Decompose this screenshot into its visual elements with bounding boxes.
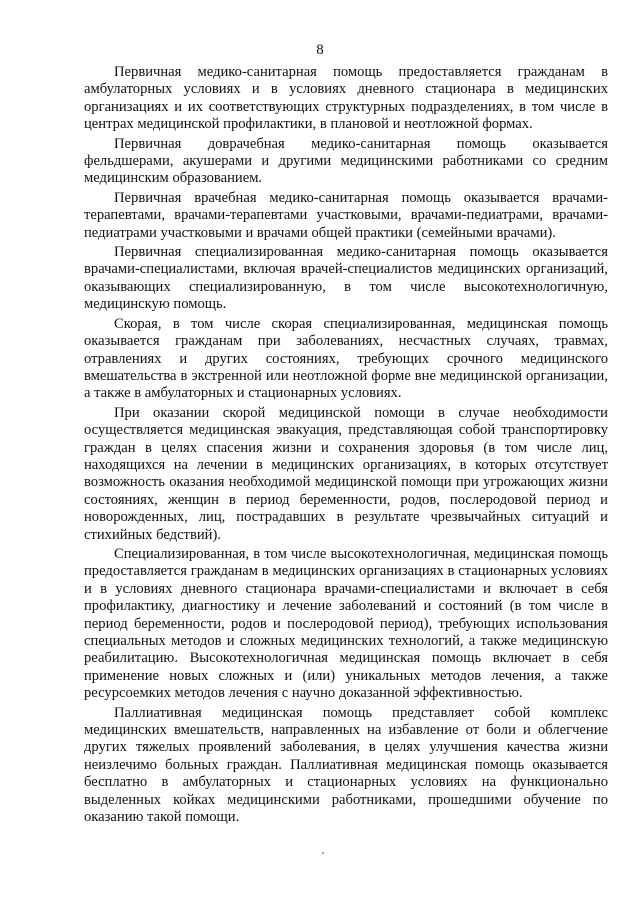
paragraph-physician-care: Первичная врачебная медико-санитарная помощь оказывается врачами-терапевтами, врачами-терапевтами участковыми, врачами-педиатрами, врачами-педиатрами участковыми и врачами общей практики (семейными врачами). [84, 189, 608, 241]
paragraph-primary-care: Первичная медико-санитарная помощь предоставляется гражданам в амбулаторных условиях и в условиях дневного стационара в медицинских организациях и их соответствующих структурных подразделениях, в том числе в центрах медицинской профилактики, в плановой и неотложной формах. [84, 64, 608, 133]
paragraph-specialized-care: Специализированная, в том числе высокотехнологичная, медицинская помощь предоставляется гражданам в медицинских организациях в стационарных условиях и в условиях дневного стационара врачами-специалистами и включает в себя профилактику, диагностику и лечение заболеваний и состояний (в том числе в период беременности, родов и послеродовой период), требующих использования специальных методов и сложных медицинских технологий, а также медицинскую реабилитацию. Высокотехнологичная медицинская помощь включает в себя применение новых сложных и (или) уникальных методов лечения, а также ресурсоемких методов лечения с научно доказанной эффективностью. [84, 545, 608, 702]
paragraph-medical-evacuation: При оказании скорой медицинской помощи в случае необходимости осуществляется медицинская эвакуация, представляющая собой транспортировку граждан в целях спасения жизни и сохранения здоровья (в том числе лиц, находящихся на лечении в медицинских организациях, в которых отсутствует возможность оказания необходимой медицинской помощи при угрожающих жизни состояниях, женщин в период беременности, родов, послеродовой период и новорожденных, лиц, пострадавших в результате чрезвычайных ситуаций и стихийных бедствий). [84, 404, 608, 543]
page-number: 8 [316, 42, 324, 58]
scan-speck [322, 852, 324, 854]
paragraph-specialized-primary-care: Первичная специализированная медико-санитарная помощь оказывается врачами-специалистами, включая врачей-специалистов медицинских организаций, оказывающих специализированную, в том числе высокотехнологичную, медицинскую помощь. [84, 244, 608, 313]
paragraph-emergency-care: Скорая, в том числе скорая специализированная, медицинская помощь оказывается гражданам при заболеваниях, несчастных случаях, травмах, отравлениях и других состояниях, требующих срочного медицинского вмешательства в экстренной или неотложной форме вне медицинской организации, а также в амбулаторных и стационарных условиях. [84, 315, 608, 402]
paragraph-pre-physician-care: Первичная доврачебная медико-санитарная помощь оказывается фельдшерами, акушерами и другими медицинскими работниками со средним медицинским образованием. [84, 135, 608, 187]
document-body [84, 64, 608, 826]
paragraph-palliative-care: Паллиативная медицинская помощь представляет собой комплекс медицинских вмешательств, направленных на избавление от боли и облегчение других тяжелых проявлений заболевания, в целях улучшения качества жизни неизлечимо больных граждан. Паллиативная медицинская помощь оказывается бесплатно в амбулаторных и стационарных условиях на функционально выделенных койках медицинскими работниками, прошедшими обучение по оказанию такой помощи. [84, 704, 608, 826]
